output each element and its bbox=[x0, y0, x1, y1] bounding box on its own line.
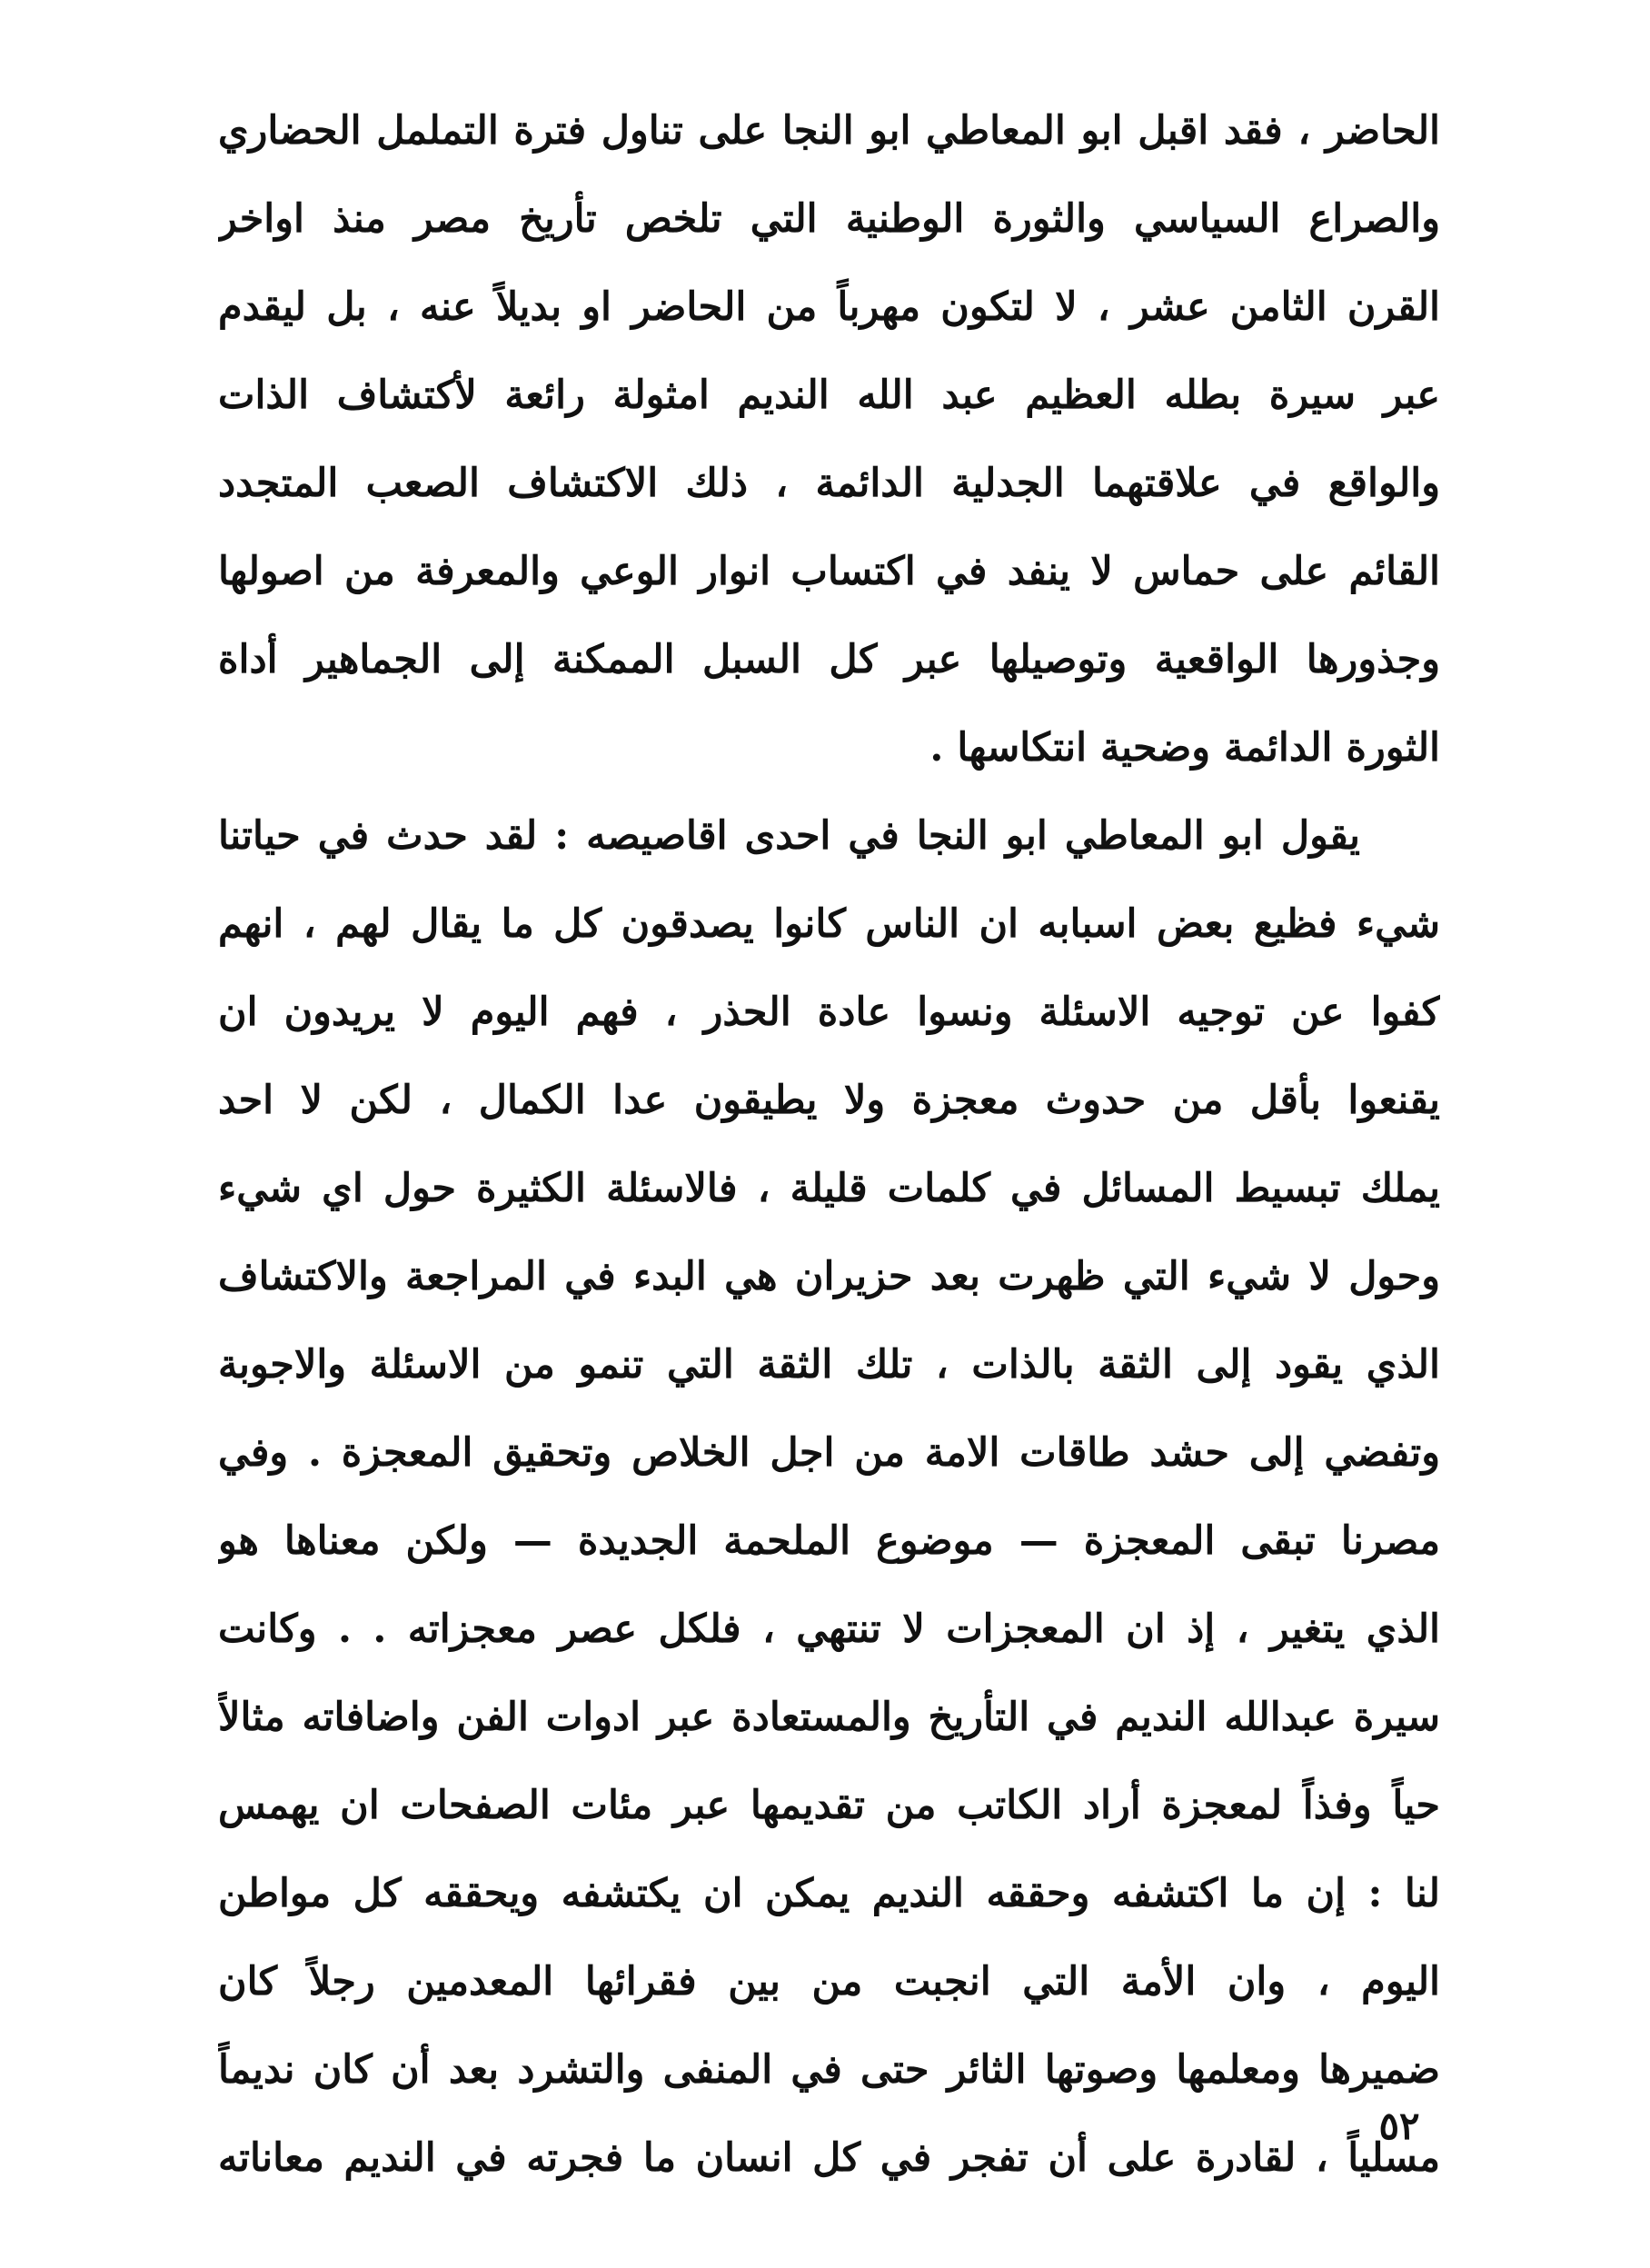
text-line: عبر سيرة بطله العظيم عبد الله النديم امثولة رائعة لأكتشاف الذات bbox=[218, 373, 1440, 418]
text-line: والواقع في علاقتهما الجدلية الدائمة ، ذلك الاكتشاف الصعب المتجدد bbox=[218, 461, 1440, 506]
text-line: القائم على حماس لا ينفد في اكتساب انوار الوعي والمعرفة من اصولها bbox=[218, 549, 1440, 594]
text-line: مسلياً ، لقادرة على أن تفجر في كل انسان ما فجرته في النديم معاناته bbox=[218, 2135, 1440, 2181]
text-line: وجذورها الواقعية وتوصيلها عبر كل السبل الممكنة إلى الجماهير أداة bbox=[218, 637, 1440, 682]
text-line: الذي يقود إلى الثقة بالذات ، تلك الثقة التي تنمو من الاسئلة والاجوبة bbox=[218, 1342, 1440, 1388]
paragraph-1 bbox=[218, 87, 1440, 792]
text-line: لنا : إن ما اكتشفه وحققه النديم يمكن ان يكتشفه ويحققه كل مواطن bbox=[218, 1871, 1440, 1916]
page-number: ٥٢ bbox=[1378, 2104, 1420, 2148]
text-line: اليوم ، وان الأمة التي انجبت من بين فقرائها المعدمين رجلاً كان bbox=[218, 1959, 1440, 2004]
text-line: والصراع السياسي والثورة الوطنية التي تلخص تأريخ مصر منذ اواخر bbox=[218, 196, 1440, 242]
text-line: كفوا عن توجيه الاسئلة ونسوا عادة الحذر ، فهم اليوم لا يريدون ان bbox=[218, 990, 1440, 1035]
text-line: وحول لا شيء التي ظهرت بعد حزيران هي البدء في المراجعة والاكتشاف bbox=[218, 1254, 1440, 1299]
text-line: الثورة الدائمة وضحية انتكاسها . bbox=[929, 725, 1440, 771]
text-line: مصرنا تبقى المعجزة — موضوع الملحمة الجديدة — ولكن معناها هو bbox=[218, 1518, 1440, 1564]
text-line: ضميرها ومعلمها وصوتها الثائر حتى في المنفى والتشرد بعد أن كان نديماً bbox=[218, 2047, 1440, 2093]
text-line: سيرة عبدالله النديم في التأريخ والمستعادة عبر ادوات الفن واضافاته مثالاً bbox=[218, 1695, 1440, 1740]
paragraph-2 bbox=[218, 792, 1440, 2203]
text-line: القرن الثامن عشر ، لا لتكون مهرباً من الحاضر او بديلاً عنه ، بل ليقدم bbox=[218, 284, 1440, 330]
text-line: حياً وفذاً لمعجزة أراد الكاتب من تقديمها عبر مئات الصفحات ان يهمس bbox=[218, 1783, 1440, 1828]
text-line: يملك تبسيط المسائل في كلمات قليلة ، فالاسئلة الكثيرة حول اي شيء bbox=[218, 1166, 1440, 1211]
text-line: الذي يتغير ، إذ ان المعجزات لا تنتهي ، فلكل عصر معجزاته . . وكانت bbox=[218, 1606, 1440, 1652]
text-line: يقول ابو المعاطي ابو النجا في احدى اقاصيصه : لقد حدث في حياتنا bbox=[218, 813, 1360, 859]
text-line: يقنعوا بأقل من حدوث معجزة ولا يطيقون عدا الكمال ، لكن لا احد bbox=[218, 1078, 1440, 1123]
text-line: شيء فظيع بعض اسبابه ان الناس كانوا يصدقون كل ما يقال لهم ، انهم bbox=[218, 901, 1440, 947]
text-line: وتفضي إلى حشد طاقات الامة من اجل الخلاص وتحقيق المعجزة . وفي bbox=[218, 1430, 1440, 1476]
text-line: الحاضر ، فقد اقبل ابو المعاطي ابو النجا على تناول فترة التململ الحضاري bbox=[218, 108, 1440, 154]
